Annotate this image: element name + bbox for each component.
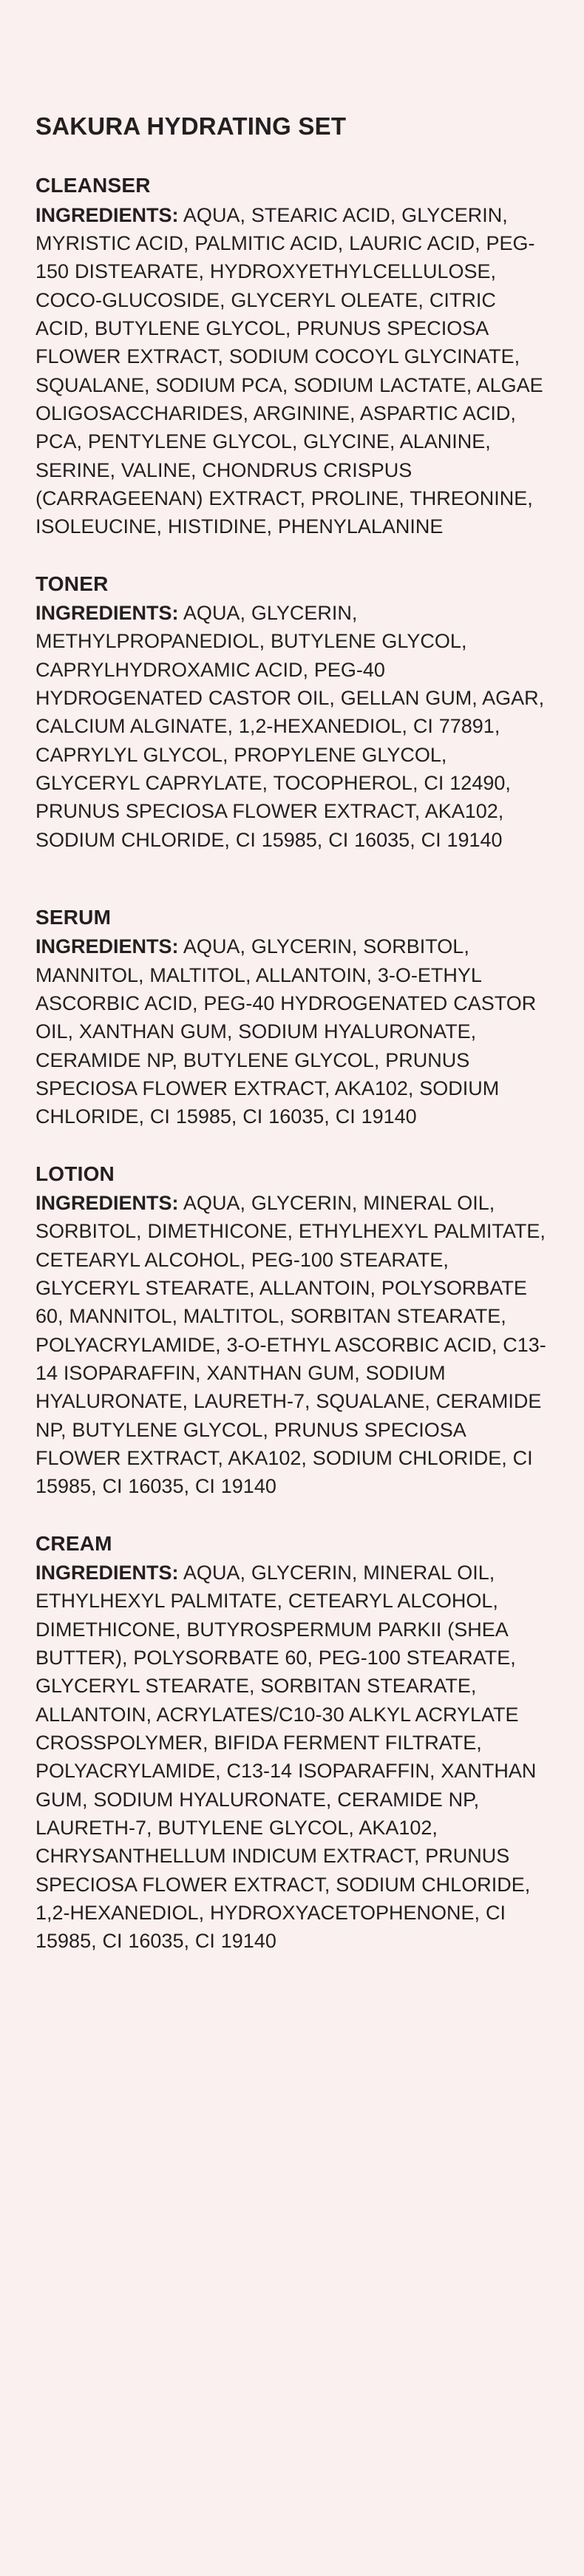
ingredients-label: INGREDIENTS: bbox=[35, 601, 179, 624]
ingredients-text-cleanser: AQUA, STEARIC ACID, GLYCERIN, MYRISTIC ACID, PALMITIC ACID, LAURIC ACID, PEG-150 DISTEARATE, HYDROXYETHYLCELLULOSE, COCO-GLUCOSIDE, GLYCERYL OLEATE, CITRIC ACID, BUTYLENE GLYCOL, PRUNUS SPECIOSA FLOWER EXTRACT, SODIUM COCOYL GLYCINATE, SQUALANE, SODIUM PCA, SODIUM LACTATE, ALGAE OLIGOSACCHARIDES, ARGININE, ASPARTIC ACID, PCA, PENTYLENE GLYCOL, GLYCINE, ALANINE, SERINE, VALINE, CHONDRUS CRISPUS (CARRAGEENAN) EXTRACT, PROLINE, THREONINE, ISOLEUCINE, HISTIDINE, PHENYLALANINE bbox=[35, 203, 543, 538]
section-title-toner: TONER bbox=[35, 572, 109, 595]
ingredients-label: INGREDIENTS: bbox=[35, 1192, 179, 1214]
ingredients-text-serum: AQUA, GLYCERIN, SORBITOL, MANNITOL, MALTITOL, ALLANTOIN, 3-O-ETHYL ASCORBIC ACID, PEG-40 HYDROGENATED CASTOR OIL, XANTHAN GUM, SODIUM HYALURONATE, CERAMIDE NP, BUTYLENE GLYCOL, PRUNUS SPECIOSA FLOWER EXTRACT, AKA102, SODIUM CHLORIDE, CI 15985, CI 16035, CI 19140 bbox=[35, 935, 537, 1128]
section-title-lotion: LOTION bbox=[35, 1162, 115, 1185]
ingredients-paragraph-toner bbox=[35, 599, 549, 854]
section-title-cream: CREAM bbox=[35, 1531, 112, 1555]
ingredients-text-toner: AQUA, GLYCERIN, METHYLPROPANEDIOL, BUTYLENE GLYCOL, CAPRYLHYDROXAMIC ACID, PEG-40 HYDROGENATED CASTOR OIL, GELLAN GUM, AGAR, CALCIUM ALGINATE, 1,2-HEXANEDIOL, CI 77891, CAPRYLYL GLYCOL, PROPYLENE GLYCOL, GLYCERYL CAPRYLATE, TOCOPHEROL, CI 12490, PRUNUS SPECIOSA FLOWER EXTRACT, AKA102, SODIUM CHLORIDE, CI 15985, CI 16035, CI 19140 bbox=[35, 601, 545, 851]
ingredients-label: INGREDIENTS: bbox=[35, 935, 179, 958]
ingredients-text-cream: AQUA, GLYCERIN, MINERAL OIL, ETHYLHEXYL PALMITATE, CETEARYL ALCOHOL, DIMETHICONE, BUTYROSPERMUM PARKII (SHEA BUTTER), POLYSORBATE 60, PEG-100 STEARATE, GLYCERYL STEARATE, SORBITAN STEARATE, ALLANTOIN, ACRYLATES/C10-30 ALKYL ACRYLATE CROSSPOLYMER, BIFIDA FERMENT FILTRATE, POLYACRYLAMIDE, C13-14 ISOPARAFFIN, XANTHAN GUM, SODIUM HYALURONATE, CERAMIDE NP, LAURETH-7, BUTYLENE GLYCOL, AKA102, CHRYSANTHELLUM INDICUM EXTRACT, PRUNUS SPECIOSA FLOWER EXTRACT, SODIUM CHLORIDE, 1,2-HEXANEDIOL, HYDROXYACETOPHENONE, CI 15985, CI 16035, CI 19140 bbox=[35, 1562, 537, 1953]
ingredients-paragraph-cream bbox=[35, 1559, 549, 1956]
section-title-cleanser: CLEANSER bbox=[35, 174, 151, 197]
ingredients-label: INGREDIENTS: bbox=[35, 203, 179, 226]
section-serum bbox=[35, 904, 549, 1131]
ingredients-text-lotion: AQUA, GLYCERIN, MINERAL OIL, SORBITOL, DIMETHICONE, ETHYLHEXYL PALMITATE, CETEARYL ALCOHOL, PEG-100 STEARATE, GLYCERYL STEARATE, ALLANTOIN, POLYSORBATE 60, MANNITOL, MALTITOL, SORBITAN STEARATE, POLYACRYLAMIDE, 3-O-ETHYL ASCORBIC ACID, C13-14 ISOPARAFFIN, XANTHAN GUM, SODIUM HYALURONATE, LAURETH-7, SQUALANE, CERAMIDE NP, BUTYLENE GLYCOL, PRUNUS SPECIOSA FLOWER EXTRACT, AKA102, SODIUM CHLORIDE, CI 15985, CI 16035, CI 19140 bbox=[35, 1192, 546, 1498]
section-toner bbox=[35, 571, 549, 854]
section-lotion bbox=[35, 1161, 549, 1501]
ingredients-paragraph-serum bbox=[35, 932, 549, 1131]
page-title: SAKURA HYDRATING SET bbox=[35, 112, 347, 140]
section-spacer bbox=[35, 884, 549, 904]
ingredients-label: INGREDIENTS: bbox=[35, 1562, 179, 1584]
section-title-serum: SERUM bbox=[35, 905, 112, 929]
ingredients-paragraph-lotion bbox=[35, 1189, 549, 1501]
ingredients-paragraph-cleanser bbox=[35, 201, 549, 541]
section-cream bbox=[35, 1531, 549, 1956]
section-cleanser bbox=[35, 172, 549, 540]
